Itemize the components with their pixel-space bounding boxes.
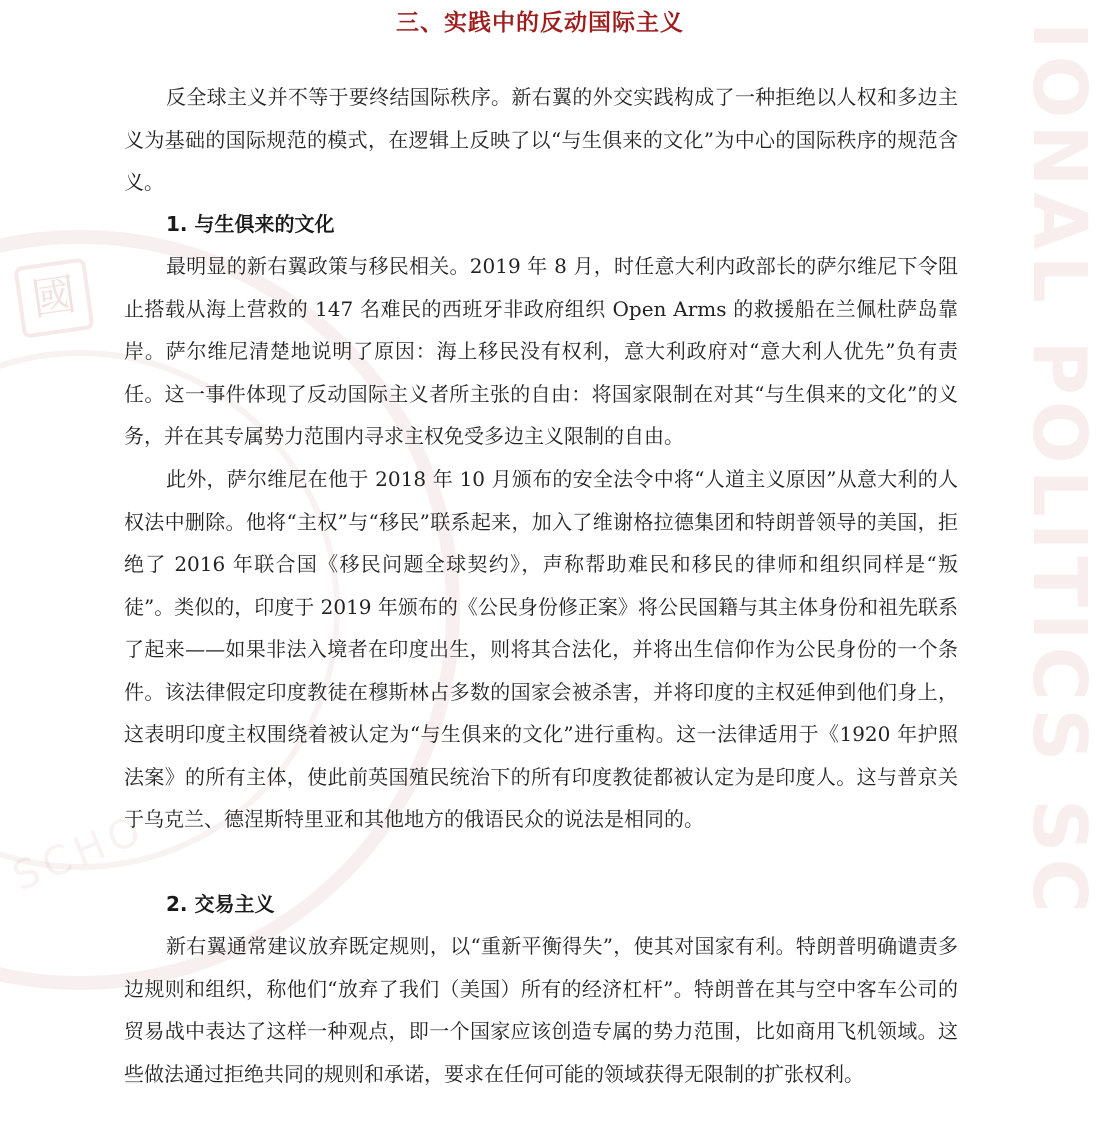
body-paragraph-3: 新右翼通常建议放弃既定规则，以“重新平衡得失”，使其对国家有利。特朗普明确谴责多边规则和组织，称他们“放弃了我们（美国）所有的经济杠杆”。特朗普在其与空中客车公司的贸易战中表达了这样一种观点，即一个国家应该创造专属的势力范围，比如商用飞机领域。这些做法通过拒绝共同的规则和承诺，要求在任何可能的领域获得无限制的扩张权利。 <box>124 934 958 1086</box>
body-paragraph-2: 此外，萨尔维尼在他于 2018 年 10 月颁布的安全法令中将“人道主义原因”从意大利的人权法中删除。他将“主权”与“移民”联系起来，加入了维谢格拉德集团和特朗普领导的美国，拒绝了 2016 年联合国《移民问题全球契约》，声称帮助难民和移民的律师和组织同样是“叛徒”。类似的，印度于 2019 年颁布的《公民身份修正案》将公民国籍与其主体身份和祖先联系了起来——如果非法入境者在印度出生，则将其合法化，并将出生信仰作为公民身份的一个条件。该法律假定印度教徒在穆斯林占多数的国家会被杀害，并将印度的主权延伸到他们身上，这表明印度主权围绕着被认定为“与生俱来的文化”进行重构。这一法律适用于《1920 年护照法案》的所有主体，使此前英国殖民统治下的所有印度教徒都被认定为是印度人。这与普京关于乌克兰、德涅斯特里亚和其他地方的俄语民众的说法是相同的。 <box>124 467 958 831</box>
body-paragraph-1: 最明显的新右翼政策与移民相关。2019 年 8 月，时任意大利内政部长的萨尔维尼下令阻止搭载从海上营救的 147 名难民的西班牙非政府组织 Open Arms 的救援船在兰佩杜萨岛靠岸。萨尔维尼清楚地说明了原因：海上移民没有权利，意大利政府对“意大利人优先”负有责任。这一事件体现了反动国际主义者所主张的自由：将国家限制在对其“与生俱来的文化”的义务，并在其专属势力范围内寻求主权免受多边主义限制的自由。 <box>124 254 958 448</box>
subsection-heading-2: 2. 交易主义 <box>166 892 275 916</box>
subsection-heading-1: 1. 与生俱来的文化 <box>166 212 335 236</box>
watermark-seal-char: 國 <box>13 257 94 338</box>
watermark-arc-text: SCHO <box>6 805 153 901</box>
section-title: 三、实践中的反动国际主义 <box>396 10 684 36</box>
watermark-side-text: IONAL POLITICS SC <box>1016 22 1102 919</box>
intro-paragraph: 反全球主义并不等于要终结国际秩序。新右翼的外交实践构成了一种拒绝以人权和多边主义为基础的国际规范的模式，在逻辑上反映了以“与生俱来的文化”为中心的国际秩序的规范含义。 <box>124 85 958 194</box>
